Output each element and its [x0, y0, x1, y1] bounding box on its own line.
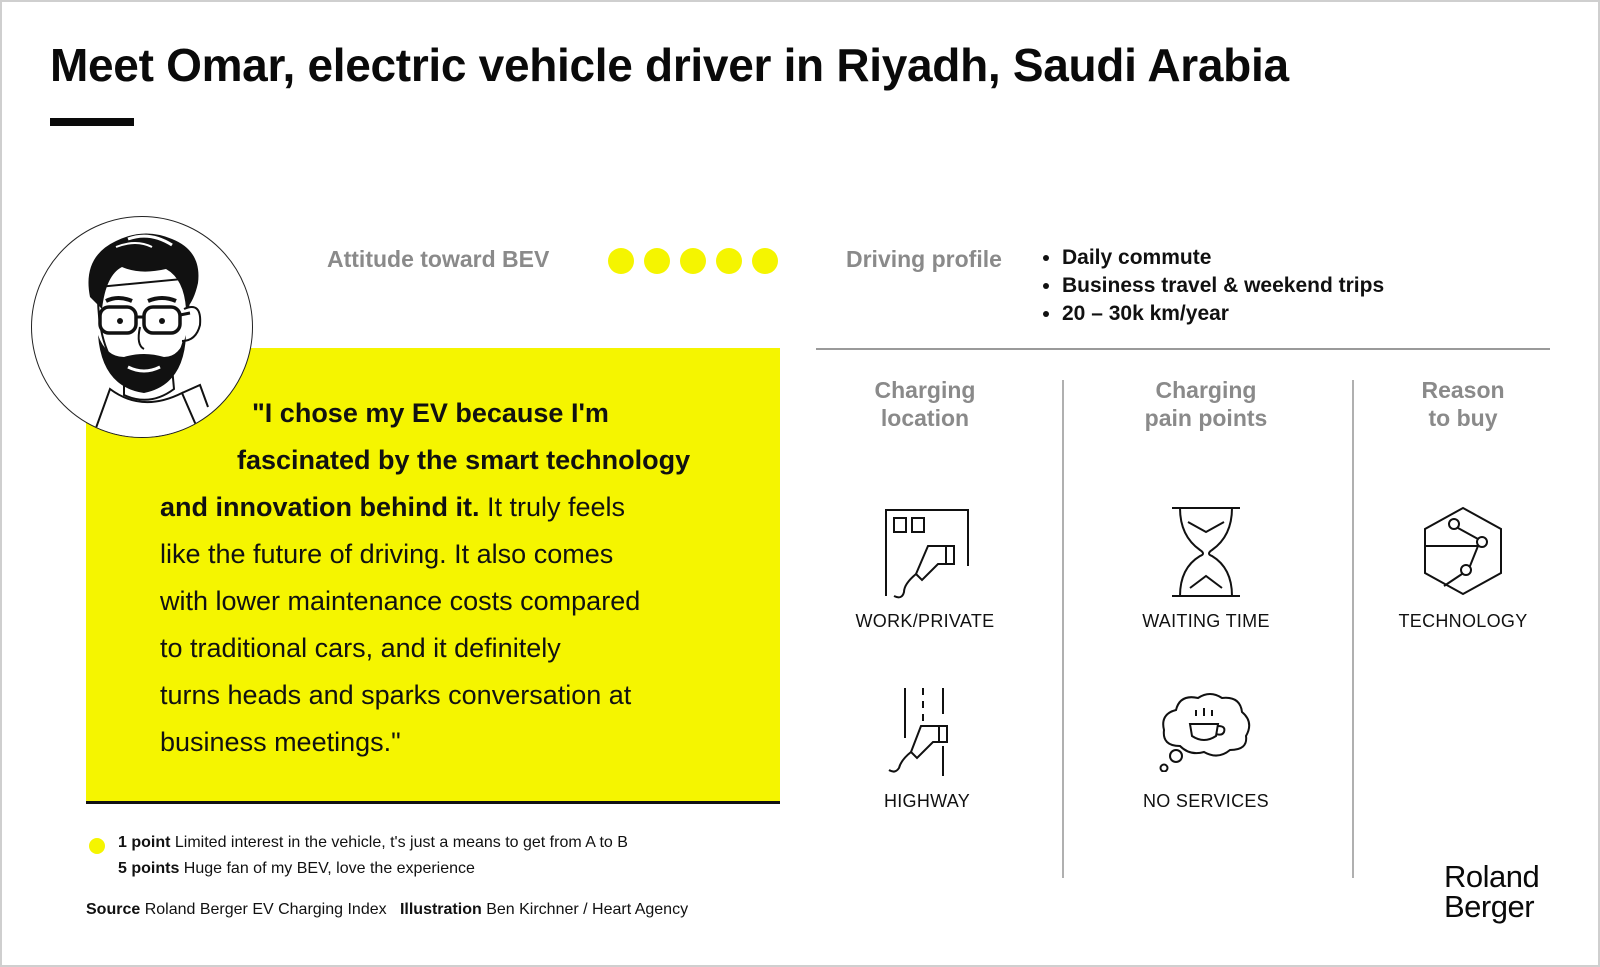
- icon-label: NO SERVICES: [1142, 791, 1269, 811]
- logo-line: Roland: [1444, 859, 1540, 894]
- illustration-text: Ben Kirchner / Heart Agency: [481, 901, 689, 918]
- quote-line-3-bold: and innovation behind it.: [160, 492, 480, 522]
- source-credit: [86, 901, 688, 919]
- legend-bold: 1 point: [118, 834, 171, 851]
- quote-text: [160, 390, 760, 766]
- title-underline: [50, 118, 134, 126]
- driving-profile-label: Driving profile: [846, 246, 1002, 272]
- rating-dot-3: [680, 248, 706, 274]
- column-head-line: Reason: [1421, 377, 1505, 403]
- source-label: Source: [86, 901, 141, 918]
- quote-line-8: business meetings.": [160, 727, 401, 757]
- driving-profile-item: • 20 – 30k km/year: [1062, 300, 1384, 328]
- hourglass-icon: [1170, 506, 1242, 598]
- attitude-rating: [608, 248, 788, 279]
- driving-profile-list: [1040, 244, 1384, 328]
- quote-line-3-rest: It truly feels: [479, 492, 626, 522]
- rating-dot-2: [644, 248, 670, 274]
- section-divider: [816, 348, 1550, 350]
- wallbox-charger-icon: [880, 506, 976, 602]
- attitude-label: Attitude toward BEV: [327, 246, 550, 272]
- column-head-charging-location: [805, 376, 1045, 432]
- quote-line-1: "I chose my EV because I'm: [252, 398, 609, 428]
- icon-label: TECHNOLOGY: [1398, 611, 1528, 631]
- column-head-line: pain points: [1144, 405, 1268, 431]
- legend-dot: [89, 838, 105, 854]
- legend-text: Limited interest in the vehicle, t's just a means to get from A to B: [170, 834, 628, 851]
- page-title: Meet Omar, electric vehicle driver in Riyadh, Saudi Arabia: [50, 39, 1289, 91]
- quote-line-5: with lower maintenance costs compared: [160, 586, 641, 616]
- logo-line: Berger: [1444, 889, 1535, 924]
- thought-cloud-coffee-icon: [1156, 690, 1256, 772]
- column-head-line: Charging: [1155, 377, 1257, 403]
- quote-line-3: [160, 484, 760, 531]
- quote-line-6: to traditional cars, and it definitely: [160, 633, 561, 663]
- illustration-label: Illustration: [399, 901, 482, 918]
- legend-bold: 5 points: [118, 860, 180, 877]
- driving-profile-item: • Daily commute: [1062, 244, 1384, 272]
- quote-line-4: like the future of driving. It also comes: [160, 539, 614, 569]
- quote-line-2: fascinated by the smart technology: [237, 445, 691, 475]
- icon-label: WAITING TIME: [1142, 611, 1270, 631]
- driving-profile-item: • Business travel & weekend trips: [1062, 272, 1384, 300]
- column-head-line: location: [880, 405, 970, 431]
- portrait-illustration-icon: [32, 217, 253, 438]
- column-head-line: to buy: [1428, 405, 1498, 431]
- column-head-line: Charging: [874, 377, 976, 403]
- avatar-portrait: [31, 216, 253, 438]
- rating-dot-5: [752, 248, 778, 274]
- rating-dot-1: [608, 248, 634, 274]
- rating-dot-4: [716, 248, 742, 274]
- source-text: Roland Berger EV Charging Index: [140, 901, 387, 918]
- column-head-reason-to-buy: [1343, 376, 1583, 432]
- circuit-hexagon-icon: [1422, 506, 1504, 596]
- legend-text: Huge fan of my BEV, love the experience: [179, 860, 475, 877]
- quote-line-7: turns heads and sparks conversation at: [160, 680, 632, 710]
- roland-berger-logo: [1444, 859, 1540, 924]
- column-divider: [1062, 380, 1064, 878]
- icon-label: WORK/PRIVATE: [855, 611, 995, 631]
- column-head-charging-pain-points: [1086, 376, 1326, 432]
- legend-line-5: [118, 860, 475, 878]
- highway-charger-icon: [885, 686, 975, 778]
- icon-label: HIGHWAY: [883, 791, 971, 811]
- legend-line-1: [118, 834, 628, 852]
